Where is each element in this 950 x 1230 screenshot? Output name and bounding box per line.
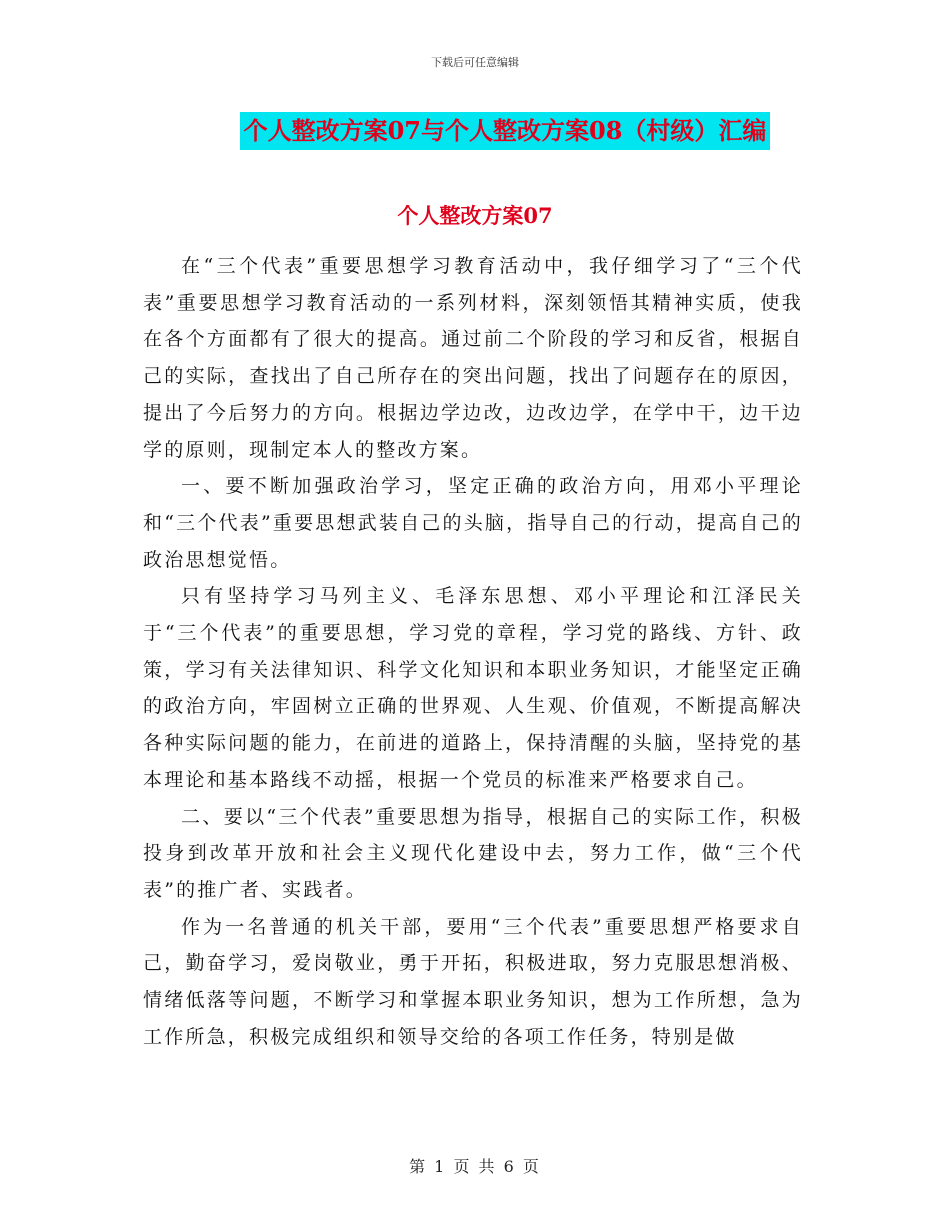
document-body xyxy=(143,248,803,1055)
paragraph-point-two-detail: 作为一名普通的机关干部，要用“三个代表”重要思想严格要求自己，勤奋学习，爱岗敬业，勇于开拓，积极进取，努力克服思想消极、情绪低落等问题，不断学习和掌握本职业务知识，想为工作所想，急为工作所急，积极完成组织和领导交给的各项工作任务，特别是做 xyxy=(143,915,803,1048)
page-number-footer: 第 1 页 共 6 页 xyxy=(409,1157,541,1176)
main-title-container xyxy=(0,112,950,150)
paragraph-point-one-detail: 只有坚持学习马列主义、毛泽东思想、邓小平理论和江泽民关于“三个代表”的重要思想，学习党的章程，学习党的路线、方针、政策，学习有关法律知识、科学文化知识和本职业务知识，才能坚定正确的政治方向，牢固树立正确的世界观、人生观、价值观，不断提高解决各种实际问题的能力，在前进的道路上，保持清醒的头脑，坚持党的基本理论和基本路线不动摇，根据一个党员的标准来严格要求自己。 xyxy=(143,585,803,791)
header-note: 下载后可任意编辑 xyxy=(431,56,519,69)
paragraph-point-one: 一、要不断加强政治学习，坚定正确的政治方向，用邓小平理论和“三个代表”重要思想武装自己的头脑，指导自己的行动，提高自己的政治思想觉悟。 xyxy=(143,475,803,571)
paragraph-point-two: 二、要以“三个代表”重要思想为指导，根据自己的实际工作，积极投身到改革开放和社会主义现代化建设中去，努力工作，做“三个代表”的推广者、实践者。 xyxy=(143,805,803,901)
section-title: 个人整改方案07 xyxy=(397,203,553,228)
document-title: 个人整改方案07与个人整改方案08（村级）汇编 xyxy=(240,112,771,150)
paragraph-intro: 在“三个代表”重要思想学习教育活动中，我仔细学习了“三个代表”重要思想学习教育活动的一系列材料，深刻领悟其精神实质，使我在各个方面都有了很大的提高。通过前二个阶段的学习和反省，根据自己的实际，查找出了自己所存在的突出问题，找出了问题存在的原因，提出了今后努力的方向。根据边学边改，边改边学，在学中干，边干边学的原则，现制定本人的整改方案。 xyxy=(143,255,803,461)
